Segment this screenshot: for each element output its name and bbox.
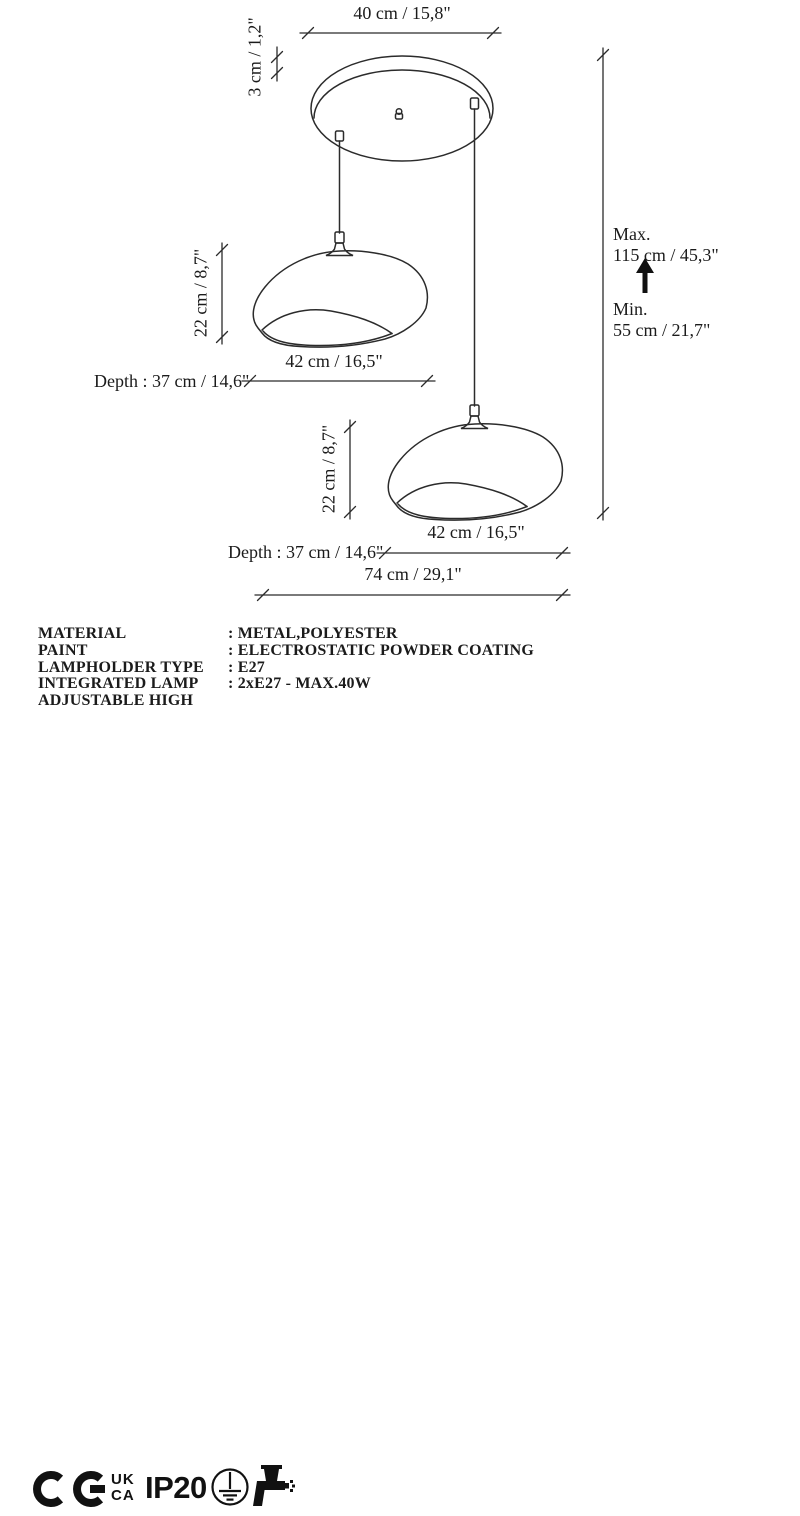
ce-mark-icon (34, 1467, 112, 1516)
spec-value: : 2xE27 - MAX.40W (228, 675, 371, 693)
ip-rating: IP20 (145, 1470, 207, 1505)
max-label: Max. (613, 224, 651, 244)
dim-shade1-depth: Depth : 37 cm / 14,6" (94, 371, 250, 391)
ukca-line1: UK (111, 1471, 135, 1488)
lamp-shade-2 (388, 405, 562, 520)
max-value: 115 cm / 45,3" (613, 245, 719, 265)
spec-table (38, 626, 534, 710)
spec-label: INTEGRATED LAMP (38, 675, 199, 693)
spec-row-adjustable-high (38, 693, 534, 710)
lamp-shade (253, 232, 427, 347)
dim-shade1-width: 42 cm / 16,5" (285, 351, 383, 371)
dim-total-width: 74 cm / 29,1" (364, 564, 462, 584)
dim-shade1-height: 22 cm / 8,7" (190, 248, 211, 338)
dim-shade2-depth: Depth : 37 cm / 14,6" (228, 542, 384, 562)
spec-label: ADJUSTABLE HIGH (38, 692, 194, 710)
spray-paint-icon (250, 1463, 296, 1514)
dim-shade2-height: 22 cm / 8,7" (318, 424, 339, 514)
spec-label: PAINT (38, 641, 88, 659)
ceiling-canopy (311, 56, 493, 161)
certification-row (0, 730, 800, 1505)
ukca-mark (111, 1472, 135, 1504)
spec-row-lampholder (38, 660, 534, 677)
dim-shade2-width: 42 cm / 16,5" (427, 522, 525, 542)
spec-value: : ELECTROSTATIC POWDER COATING (228, 641, 535, 659)
spec-value: : METAL,POLYESTER (228, 625, 398, 642)
class1-ground-icon (209, 1467, 251, 1514)
spec-label: LAMPHOLDER TYPE (38, 658, 204, 676)
min-value: 55 cm / 21,7" (613, 320, 711, 340)
spec-value: : E27 (228, 658, 265, 676)
dimension-lines (217, 28, 609, 601)
spec-row-paint (38, 643, 534, 660)
spec-row-material (38, 626, 534, 643)
min-label: Min. (613, 299, 648, 319)
spec-row-integrated-lamp (38, 676, 534, 693)
spec-label: MATERIAL (38, 625, 127, 642)
ukca-line2: CA (111, 1487, 135, 1504)
dim-canopy-width: 40 cm / 15,8" (353, 3, 451, 23)
dim-canopy-height: 3 cm / 1,2" (244, 17, 265, 97)
